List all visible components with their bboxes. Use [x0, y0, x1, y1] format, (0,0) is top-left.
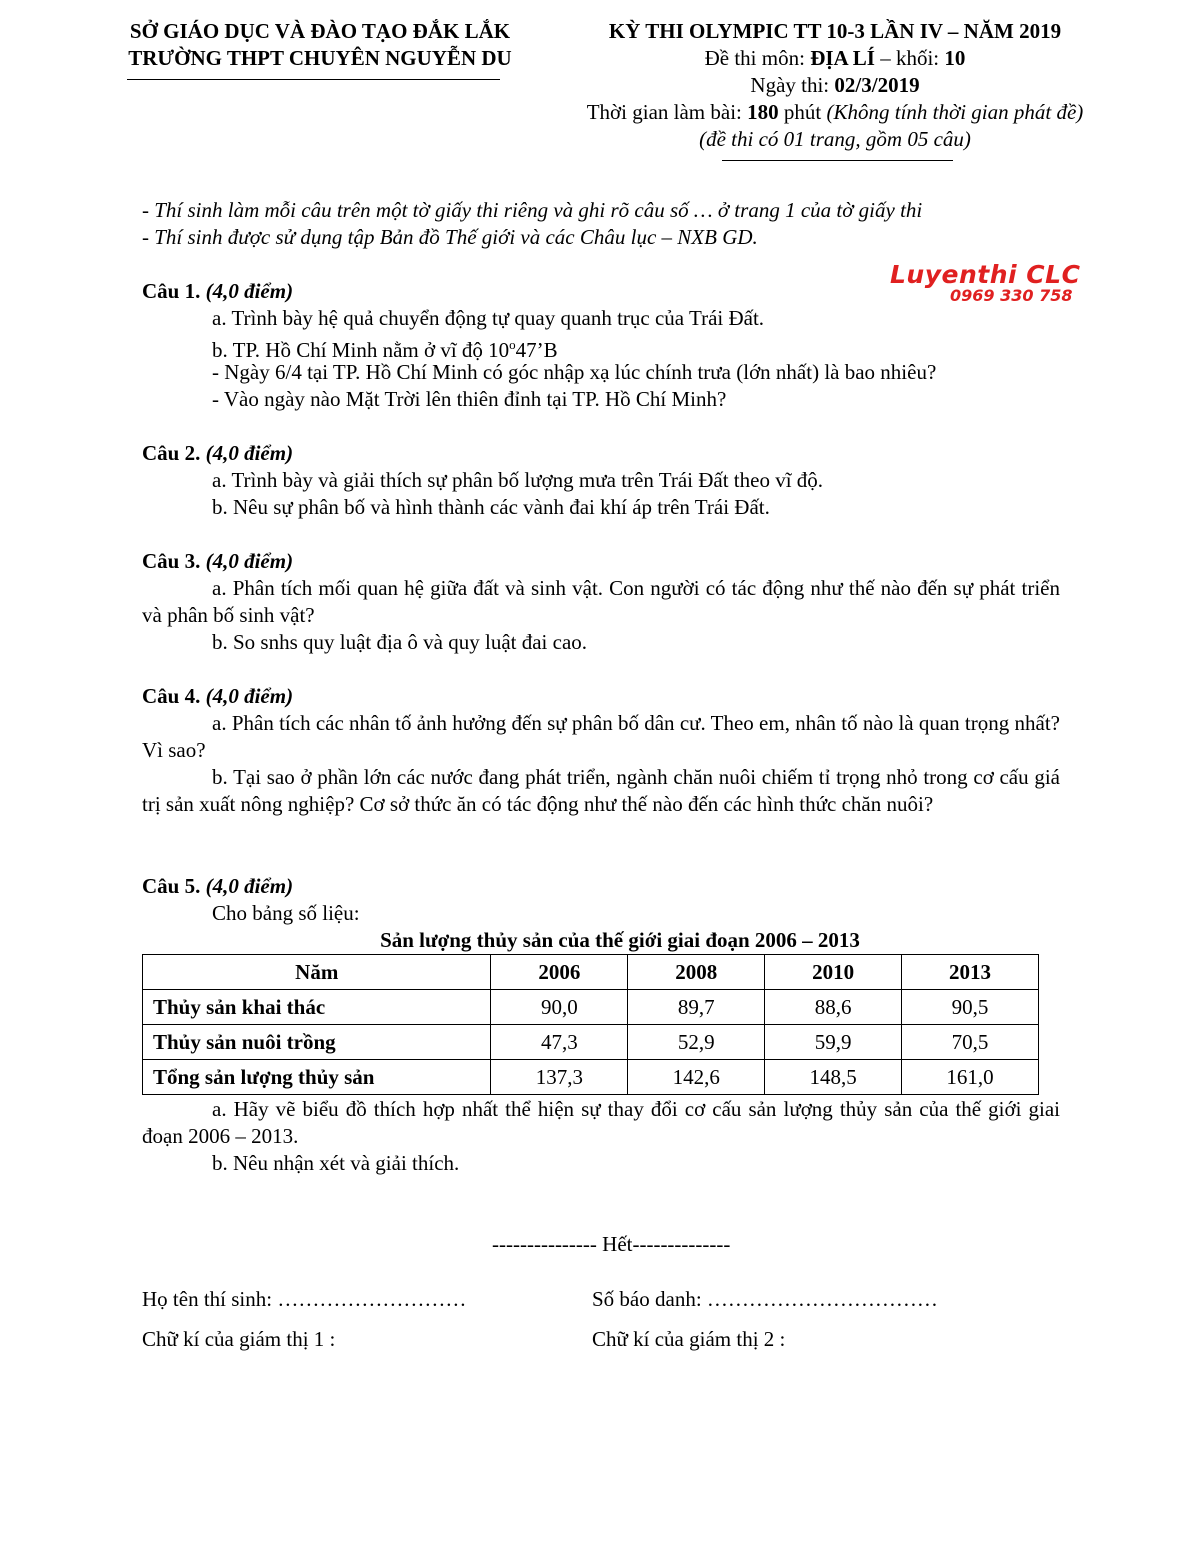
- question-4a: a. Phân tích các nhân tố ảnh hưởng đến sự phân bố dân cư. Theo em, nhân tố nào là quan trọng nhất? Vì sao?: [142, 711, 1060, 762]
- row-label: Thủy sản khai thác: [143, 990, 491, 1025]
- row-label: Thủy sản nuôi trồng: [143, 1025, 491, 1060]
- table-cell: 47,3: [491, 1025, 628, 1060]
- question-1b-sub: - Vào ngày nào Mặt Trời lên thiên đỉnh tại TP. Hồ Chí Minh?: [212, 387, 727, 411]
- table-cell: 161,0: [902, 1060, 1039, 1095]
- question-4-heading: Câu 4. (4,0 điểm): [142, 684, 294, 708]
- watermark-phone: 0969 330 758: [950, 286, 1073, 305]
- table-cell: 70,5: [902, 1025, 1039, 1060]
- table-header: 2006: [491, 955, 628, 990]
- exam-subject: Đề thi môn: ĐỊA LÍ – khối: 10: [704, 46, 966, 70]
- question-1b-sub: - Ngày 6/4 tại TP. Hồ Chí Minh có góc nhập xạ lúc chính trưa (lớn nhất) là bao nhiêu?: [212, 360, 937, 384]
- table-row: [143, 990, 1039, 1025]
- question-3b: b. So snhs quy luật địa ô và quy luật đai cao.: [212, 630, 588, 654]
- header-divider-right: [722, 160, 953, 161]
- question-5b: b. Nêu nhận xét và giải thích.: [212, 1151, 460, 1175]
- question-5a: a. Hãy vẽ biểu đồ thích hợp nhất thể hiện sự thay đổi cơ cấu sản lượng thủy sản của thế giới giai đoạn 2006 – 2013.: [142, 1097, 1060, 1148]
- table-cell: 137,3: [491, 1060, 628, 1095]
- table-cell: 142,6: [628, 1060, 765, 1095]
- question-3-heading: Câu 3. (4,0 điểm): [142, 549, 294, 573]
- table-cell: 90,0: [491, 990, 628, 1025]
- table-header: 2010: [765, 955, 902, 990]
- table-header-row: [143, 955, 1039, 990]
- question-2-heading: Câu 2. (4,0 điểm): [142, 441, 294, 465]
- table-row: [143, 1025, 1039, 1060]
- department-name: SỞ GIÁO DỤC VÀ ĐÀO TẠO ĐẮK LẮK: [129, 19, 511, 43]
- table-row: [143, 1060, 1039, 1095]
- end-marker: --------------- Hết--------------: [492, 1232, 731, 1256]
- table-cell: 148,5: [765, 1060, 902, 1095]
- question-2a: a. Trình bày và giải thích sự phân bố lượng mưa trên Trái Đất theo vĩ độ.: [212, 468, 824, 492]
- table-cell: 52,9: [628, 1025, 765, 1060]
- question-1-heading: Câu 1. (4,0 điểm): [142, 279, 294, 303]
- watermark-name: Luyenthi CLC: [890, 260, 1081, 289]
- school-name: TRƯỜNG THPT CHUYÊN NGUYỄN DU: [128, 46, 512, 70]
- proctor-2-signature: Chữ kí của giám thị 2 :: [592, 1327, 786, 1351]
- header-divider-left: [127, 79, 500, 80]
- question-4b: b. Tại sao ở phần lớn các nước đang phát triển, ngành chăn nuôi chiếm tỉ trọng nhỏ trong cơ cấu giá trị sản xuất nông nghiệp? Cơ sở thức ăn có tác động như thế nào đến các hình thức chăn nuôi?: [142, 765, 1060, 816]
- question-2b: b. Nêu sự phân bố và hình thành các vành đai khí áp trên Trái Đất.: [212, 495, 770, 519]
- question-5-heading: Câu 5. (4,0 điểm): [142, 874, 294, 898]
- pages-note: (đề thi có 01 trang, gồm 05 câu): [699, 127, 971, 151]
- question-3a: a. Phân tích mối quan hệ giữa đất và sinh vật. Con người có tác động như thế nào đến sự phát triển và phân bố sinh vật?: [142, 576, 1060, 627]
- question-5-intro: Cho bảng số liệu:: [212, 901, 360, 925]
- table-header: 2008: [628, 955, 765, 990]
- table-header: Năm: [143, 955, 491, 990]
- candidate-name-field: Họ tên thí sinh: ………………………: [142, 1287, 467, 1311]
- exam-title: KỲ THI OLYMPIC TT 10-3 LẦN IV – NĂM 2019: [608, 19, 1062, 43]
- proctor-1-signature: Chữ kí của giám thị 1 :: [142, 1327, 336, 1351]
- table-cell: 59,9: [765, 1025, 902, 1060]
- table-cell: 89,7: [628, 990, 765, 1025]
- instruction-line: - Thí sinh làm mỗi câu trên một tờ giấy thi riêng và ghi rõ câu số … ở trang 1 của tờ giấy thi: [142, 198, 923, 222]
- question-1b: b. TP. Hồ Chí Minh nằm ở vĩ độ 10$^o$47’B: [212, 337, 558, 362]
- question-1a: a. Trình bày hệ quả chuyển động tự quay quanh trục của Trái Đất.: [212, 306, 765, 330]
- row-label: Tổng sản lượng thủy sản: [143, 1060, 491, 1095]
- instruction-line: - Thí sinh được sử dụng tập Bản đồ Thế giới và các Châu lục – NXB GD.: [142, 225, 758, 249]
- exam-date: Ngày thi: 02/3/2019: [750, 73, 920, 97]
- table-header: 2013: [902, 955, 1039, 990]
- candidate-id-field: Số báo danh: ……………………………: [592, 1287, 938, 1311]
- table-title: Sản lượng thủy sản của thế giới giai đoạn 2006 – 2013: [380, 928, 860, 952]
- luyenthi-watermark-logo: [890, 262, 1080, 304]
- table-cell: 90,5: [902, 990, 1039, 1025]
- fishery-table: [142, 954, 1039, 1095]
- table-cell: 88,6: [765, 990, 902, 1025]
- exam-time: Thời gian làm bài: 180 phút (Không tính thời gian phát đề): [586, 100, 1084, 124]
